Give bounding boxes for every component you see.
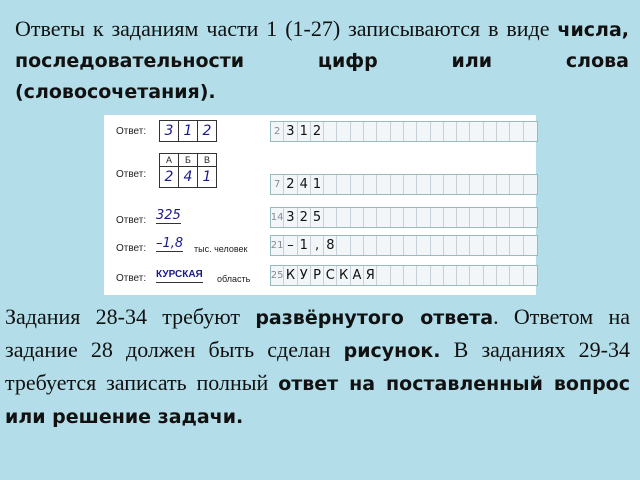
answer-written-value: 325 bbox=[156, 208, 181, 223]
grid-cell bbox=[417, 236, 430, 255]
grid-cell bbox=[377, 122, 390, 141]
grid-cell bbox=[351, 208, 364, 227]
grid-cell bbox=[444, 266, 457, 285]
answer-label: Ответ: bbox=[116, 273, 147, 284]
grid-cell bbox=[404, 122, 417, 141]
grid-cell bbox=[510, 208, 523, 227]
grid-cell: 2 bbox=[311, 122, 324, 141]
answer-label: Ответ: bbox=[116, 126, 147, 137]
grid-cell bbox=[484, 122, 497, 141]
grid-cell: С bbox=[324, 266, 337, 285]
grid-cell bbox=[510, 175, 523, 194]
grid-task-number: 21 bbox=[271, 236, 284, 255]
grid-cell bbox=[524, 122, 537, 141]
details-paragraph bbox=[5, 301, 630, 433]
details-bold-1: развёрнутого ответа bbox=[255, 307, 494, 329]
answer-form-example bbox=[104, 115, 536, 295]
grid-cell bbox=[457, 266, 470, 285]
grid-cell bbox=[377, 266, 390, 285]
grid-cell bbox=[417, 208, 430, 227]
grid-cell bbox=[324, 175, 337, 194]
grid-cell: 3 bbox=[284, 208, 297, 227]
grid-cell bbox=[470, 208, 483, 227]
grid-cell bbox=[457, 175, 470, 194]
table-header-cell: В bbox=[203, 155, 210, 165]
grid-cell: 1 bbox=[298, 236, 311, 255]
grid-cell bbox=[404, 208, 417, 227]
grid-cell: У bbox=[298, 266, 311, 285]
grid-cell: К bbox=[337, 266, 350, 285]
grid-task-number: 7 bbox=[271, 175, 284, 194]
grid-cell bbox=[470, 236, 483, 255]
grid-cell: – bbox=[284, 236, 297, 255]
grid-cell bbox=[470, 266, 483, 285]
grid-task-number: 2 bbox=[271, 122, 284, 141]
grid-task-number: 14 bbox=[271, 208, 284, 227]
grid-cell bbox=[417, 175, 430, 194]
grid-cell: Я bbox=[364, 266, 377, 285]
grid-cell bbox=[484, 266, 497, 285]
grid-cell bbox=[377, 175, 390, 194]
grid-cell bbox=[497, 122, 510, 141]
grid-cell: К bbox=[284, 266, 297, 285]
answer-grid bbox=[270, 235, 538, 256]
grid-cell bbox=[417, 266, 430, 285]
grid-task-number: 25 bbox=[271, 266, 284, 285]
answer-cell: 1 bbox=[202, 169, 212, 185]
grid-cell bbox=[470, 175, 483, 194]
grid-cell: 8 bbox=[324, 236, 337, 255]
grid-cell: 1 bbox=[311, 175, 324, 194]
grid-cell bbox=[391, 208, 404, 227]
grid-cell bbox=[510, 266, 523, 285]
grid-cell: 5 bbox=[311, 208, 324, 227]
grid-cell bbox=[377, 208, 390, 227]
answer-table-cells bbox=[159, 166, 217, 188]
grid-cell bbox=[484, 208, 497, 227]
grid-cell bbox=[324, 122, 337, 141]
grid-cell bbox=[484, 175, 497, 194]
grid-cell bbox=[510, 236, 523, 255]
grid-cell bbox=[497, 236, 510, 255]
grid-cell bbox=[431, 236, 444, 255]
grid-cell bbox=[351, 122, 364, 141]
grid-cell bbox=[351, 236, 364, 255]
answer-cell: 2 bbox=[202, 123, 212, 139]
grid-cell bbox=[457, 208, 470, 227]
answer-cell: 4 bbox=[179, 167, 198, 187]
grid-cell bbox=[337, 236, 350, 255]
grid-cell bbox=[497, 266, 510, 285]
grid-cell: А bbox=[351, 266, 364, 285]
answer-label: Ответ: bbox=[116, 243, 147, 254]
grid-cell bbox=[391, 236, 404, 255]
grid-cell bbox=[431, 208, 444, 227]
grid-cell bbox=[444, 236, 457, 255]
details-text-3: В заданиях 29-34 требуется записать полный bbox=[5, 337, 630, 395]
grid-cell bbox=[404, 236, 417, 255]
details-text-2: . Ответом на задание 28 должен быть сделан bbox=[5, 304, 630, 362]
grid-cell bbox=[337, 175, 350, 194]
answer-written-value: –1,8 bbox=[156, 236, 184, 251]
answer-cell: 3 bbox=[160, 121, 179, 141]
answer-grid bbox=[270, 174, 538, 195]
grid-cell bbox=[324, 208, 337, 227]
grid-cell bbox=[431, 266, 444, 285]
table-header-cell: Б bbox=[179, 154, 198, 166]
grid-cell: 1 bbox=[298, 122, 311, 141]
grid-cell: 2 bbox=[284, 175, 297, 194]
grid-cell: 4 bbox=[298, 175, 311, 194]
answer-unit: тыс. человек bbox=[194, 244, 248, 254]
grid-cell bbox=[391, 122, 404, 141]
grid-cell bbox=[364, 175, 377, 194]
grid-cell bbox=[457, 122, 470, 141]
grid-cell bbox=[377, 236, 390, 255]
answer-cell: 1 bbox=[179, 121, 198, 141]
intro-bold-text: числа, последовательности цифр или слова (словосочетания). bbox=[15, 19, 629, 103]
grid-cell bbox=[524, 175, 537, 194]
answer-table-header bbox=[159, 153, 217, 166]
grid-cell bbox=[484, 236, 497, 255]
grid-cell bbox=[364, 122, 377, 141]
grid-cell bbox=[497, 175, 510, 194]
grid-cell bbox=[524, 208, 537, 227]
grid-cell: 3 bbox=[284, 122, 297, 141]
grid-cell bbox=[337, 208, 350, 227]
grid-cell bbox=[524, 236, 537, 255]
grid-cell bbox=[457, 236, 470, 255]
grid-cell bbox=[524, 266, 537, 285]
details-bold-3: ответ на поставленный вопрос или решение задачи. bbox=[5, 373, 630, 428]
answer-unit: область bbox=[217, 274, 251, 284]
grid-cell bbox=[444, 208, 457, 227]
table-header-cell: А bbox=[160, 154, 179, 166]
grid-cell bbox=[497, 208, 510, 227]
grid-cell: 2 bbox=[298, 208, 311, 227]
answer-grid bbox=[270, 207, 538, 228]
grid-cell bbox=[444, 122, 457, 141]
intro-paragraph bbox=[15, 14, 629, 107]
grid-cell bbox=[391, 175, 404, 194]
grid-cell bbox=[417, 122, 430, 141]
grid-cell bbox=[364, 236, 377, 255]
grid-cell bbox=[431, 122, 444, 141]
grid-cell bbox=[444, 175, 457, 194]
grid-cell bbox=[351, 175, 364, 194]
grid-cell bbox=[364, 208, 377, 227]
answer-written-value: КУРСКАЯ bbox=[156, 268, 203, 283]
answer-cell: 2 bbox=[160, 167, 179, 187]
answer-boxes bbox=[159, 120, 217, 142]
answer-grid bbox=[270, 265, 538, 286]
grid-cell bbox=[431, 175, 444, 194]
grid-cell: , bbox=[311, 236, 324, 255]
details-bold-2: рисунок. bbox=[343, 340, 441, 362]
grid-cell bbox=[510, 122, 523, 141]
grid-cell bbox=[337, 122, 350, 141]
grid-cell bbox=[404, 266, 417, 285]
grid-cell bbox=[391, 266, 404, 285]
answer-label: Ответ: bbox=[116, 215, 147, 226]
intro-text: Ответы к заданиям части 1 (1-27) записываются в виде bbox=[15, 16, 558, 41]
answer-grid bbox=[270, 121, 538, 142]
answer-label: Ответ: bbox=[116, 169, 147, 180]
grid-cell bbox=[470, 122, 483, 141]
details-text-1: Задания 28-34 требуют bbox=[5, 304, 256, 329]
grid-cell: Р bbox=[311, 266, 324, 285]
grid-cell bbox=[404, 175, 417, 194]
